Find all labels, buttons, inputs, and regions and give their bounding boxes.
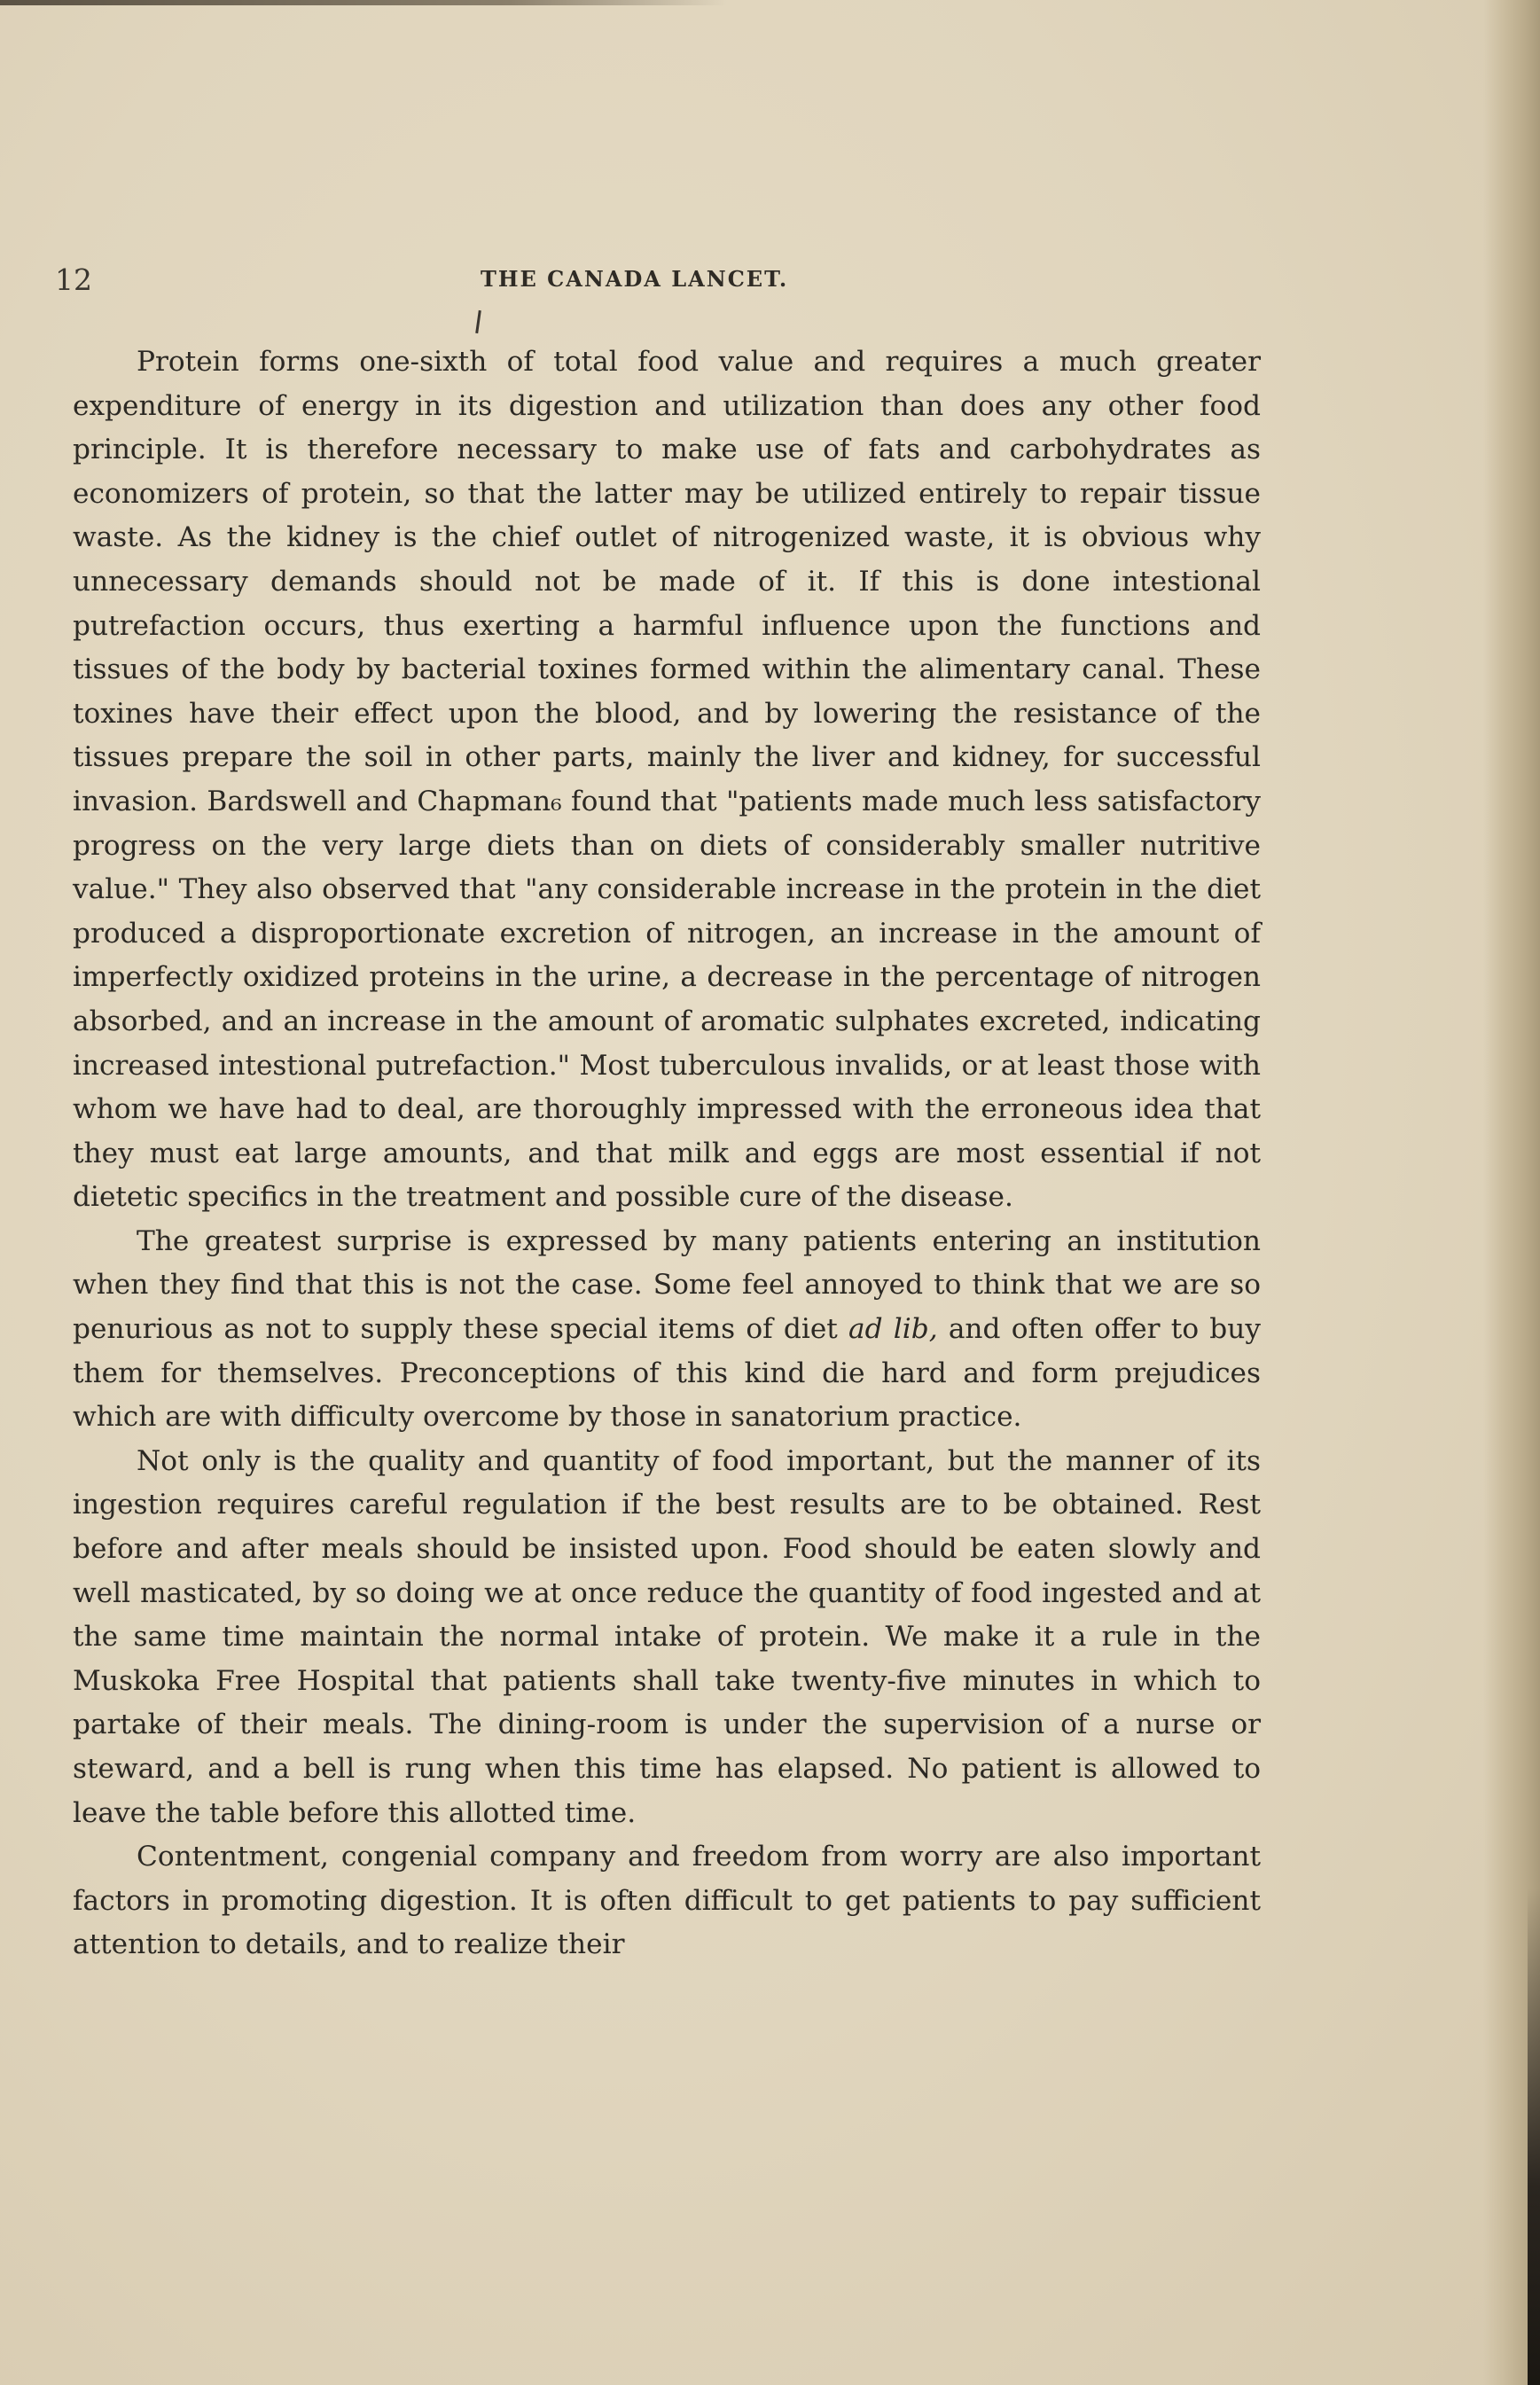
ad-lib-italic: ad lib, — [848, 1313, 938, 1346]
paragraph-contentment: Contentment, congenial company and freedom from worry are also important factors in promoting digestion. It is often difficult to get patients to pay sufficient attention to details, and to realize their — [73, 1841, 1261, 1961]
paragraph-ingestion: Not only is the quality and quantity of food important, but the manner of its ingestion requires careful regulation if the best results are to be obtained. Rest before and after meals should be insisted upon. Food should be eaten slowly and well masticated, by so doing we at once reduce the quantity of food ingested and at the same time maintain the normal intake of protein. We make it a rule in the Muskoka Free Hospital that patients shall take twenty-five minutes in which to partake of their meals. The dining-room is under the supervision of a nurse or steward, and a bell is rung when this time has elapsed. No patient is allowed to leave the table before this allotted time. — [73, 1444, 1261, 1829]
paragraph-surprise-text-start: The greatest surprise is expressed by many patients entering an institution when they find that this is not the case. Some feel annoyed to think that we are so penurious as not to supply these special items of diet — [73, 1224, 1261, 1346]
top-edge-rule — [0, 0, 727, 5]
article-body — [73, 340, 1261, 1967]
paragraph-surprise — [73, 1220, 1261, 1440]
paragraph-surprise-text-end: and often offer to buy them for themselves. Preconceptions of this kind die hard and form prejudices which are with difficulty overcome by those in sanatorium practice. — [73, 1313, 1261, 1434]
page-number: 12 — [55, 262, 92, 297]
page-header — [55, 262, 1284, 298]
running-head: THE CANADA LANCET. — [481, 266, 789, 292]
paragraph-protein: Protein forms one-sixth of total food value and requires a much greater expenditure of energy in its digestion and utilization than does any other food principle. It is therefore necessary to make use of fats and carbohydrates as economizers of protein, so that the latter may be utilized entirely to repair tissue waste. As the kidney is the chief outlet of nitrogenized waste, it is obvious why unnecessary demands should not be made of it. If this is done intestional putrefaction occurs, thus exerting a harmful influence upon the functions and tissues of the body by bacterial toxines formed within the alimentary canal. These toxines have their effect upon the blood, and by lowering the resistance of the tissues prepare the soil in other parts, mainly the liver and kidney, for successful invasion. Bardswell and Chapman₆ found that "patients made much less satisfactory progress on the very large diets than on diets of considerably smaller nutritive value." They also observed that "any considerable increase in the protein in the diet produced a disproportionate excretion of nitrogen, an increase in the amount of imperfectly oxidized proteins in the urine, a decrease in the percentage of nitrogen absorbed, and an increase in the amount of aromatic sulphates excreted, indicating increased intestional putrefaction." Most tuberculous invalids, or at least those with whom we have had to deal, are thoroughly impressed with the erroneous idea that they must eat large amounts, and that milk and eggs are most essential if not dietetic specifics in the treatment and possible cure of the disease. — [73, 346, 1261, 1214]
pencil-mark — [475, 310, 481, 333]
binding-shadow — [1528, 1888, 1540, 2385]
